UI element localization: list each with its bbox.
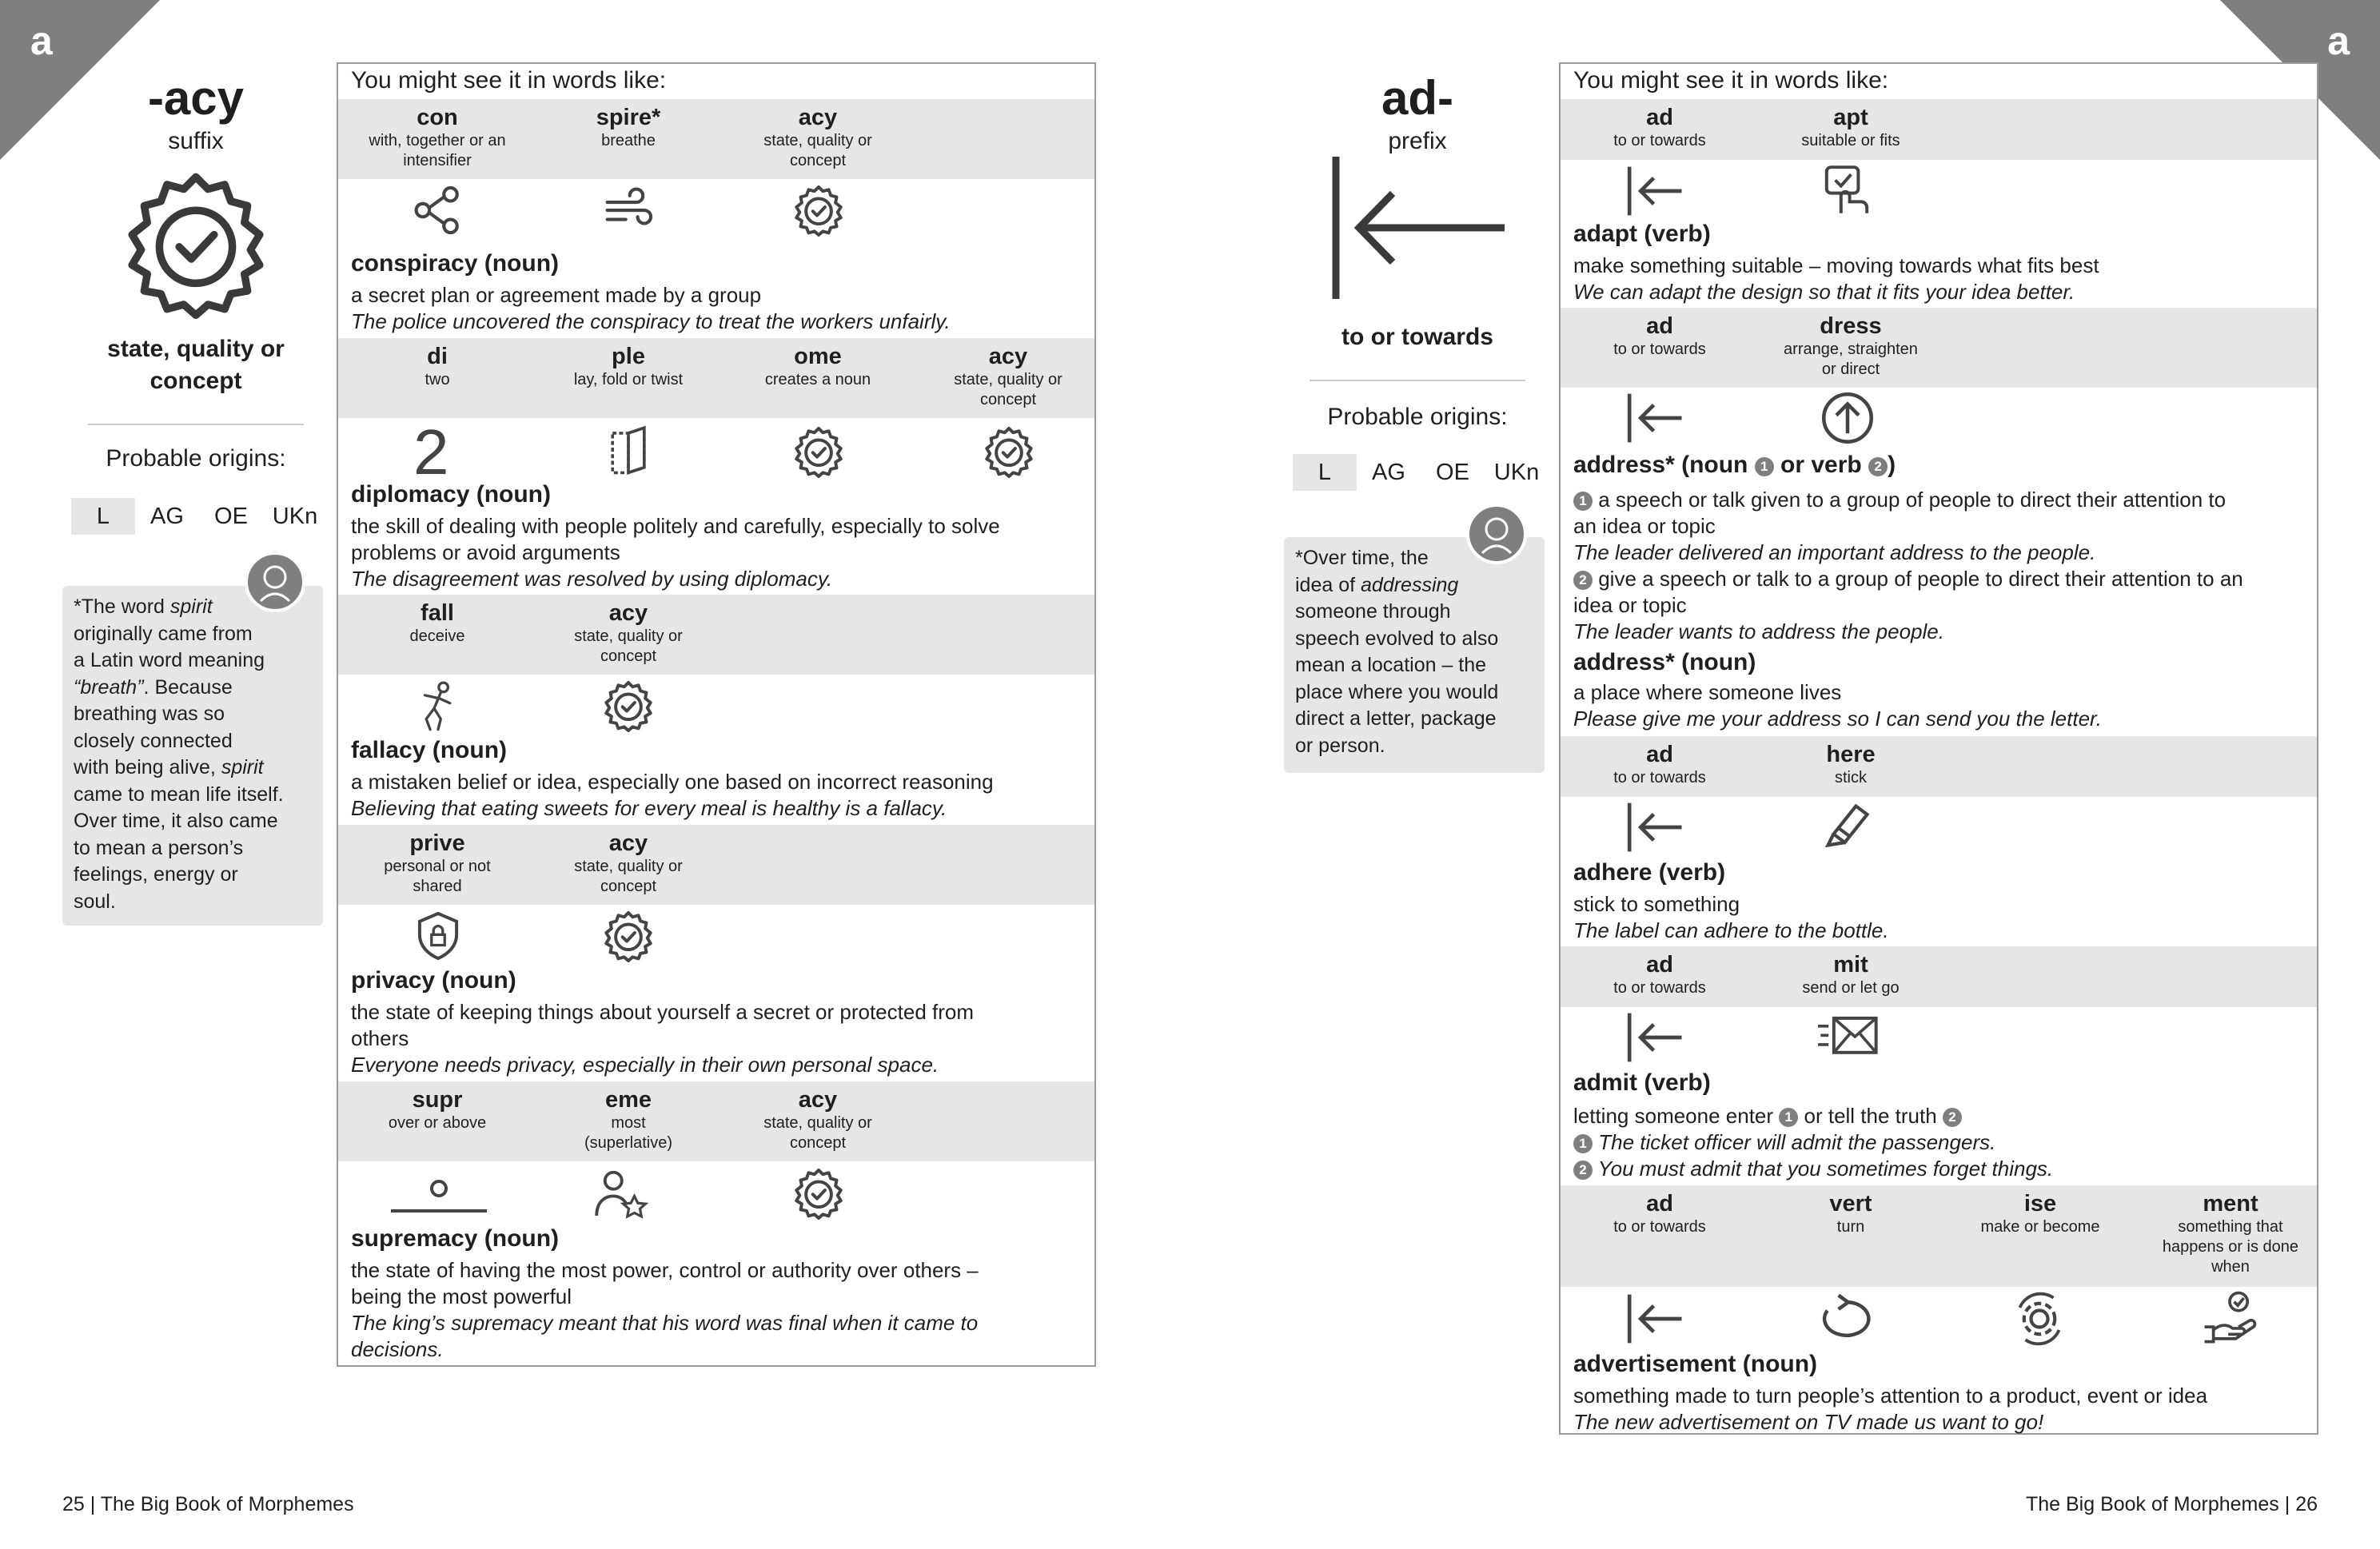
note-text: spirit <box>221 756 264 778</box>
sense-number-badge: 2 <box>1868 457 1888 476</box>
arrow-left-bar-icon <box>1623 1009 1690 1065</box>
badge-check-icon <box>792 184 845 237</box>
gloss-text: suitable or fits <box>1801 132 1900 149</box>
example-sentence <box>1573 1129 1995 1157</box>
morpheme-part <box>532 104 724 151</box>
morpheme-part <box>1755 951 1947 998</box>
example-sentence: Everyone needs privacy, especially in their own personal space. <box>351 1053 939 1077</box>
morpheme-part <box>1564 741 1756 788</box>
part-text: acy <box>798 1087 838 1113</box>
sense-number-badge: 1 <box>1755 457 1774 476</box>
gloss-text: state, quality or <box>574 858 683 875</box>
morpheme-part <box>1564 313 1756 360</box>
arrow-left-bar-icon <box>1623 799 1690 855</box>
note-text: direct a letter, package <box>1295 707 1497 730</box>
gloss-text: make or become <box>1980 1218 2100 1236</box>
example-sentence: decisions. <box>351 1337 444 1361</box>
definition: a place where someone lives <box>1573 680 1842 704</box>
note-text: originally came from <box>74 622 253 645</box>
badge-check-icon <box>602 910 655 962</box>
definition: a secret plan or agreement made by a group <box>351 283 762 307</box>
examples-panel-left <box>337 62 1096 1367</box>
morpheme-part <box>722 343 914 390</box>
part-text: di <box>427 344 448 369</box>
note-text: speech evolved to also <box>1295 627 1499 650</box>
example-word: adhere (verb) <box>1573 859 1726 886</box>
definition: something made to turn people’s attention to a product, event or idea <box>1573 1384 2208 1408</box>
part-text: ad <box>1646 952 1673 978</box>
gloss-text: concept <box>789 1134 847 1152</box>
person-star-icon <box>592 1165 648 1221</box>
example-word: diplomacy (noun) <box>351 481 551 508</box>
gloss-text: turn <box>1836 1218 1865 1236</box>
morpheme-meaning <box>76 333 316 397</box>
part-text: ad <box>1646 742 1673 767</box>
morpheme-part <box>722 1086 914 1153</box>
part-text: supr <box>412 1087 463 1113</box>
part-text: dress <box>1820 313 1882 339</box>
sense-number-badge: 1 <box>1779 1108 1798 1127</box>
part-text: prive <box>409 830 465 856</box>
note-text: came to mean life itself. <box>74 782 284 806</box>
hand-check-icon <box>2200 1288 2259 1348</box>
definition-text: or tell the truth <box>1798 1104 1943 1128</box>
avatar-icon <box>1466 504 1527 564</box>
part-text: here <box>1826 742 1876 767</box>
word-part: or verb <box>1773 452 1869 478</box>
gloss-text: concept <box>789 152 847 169</box>
sense-number-badge: 2 <box>1573 571 1593 590</box>
note-text: spirit <box>169 595 213 618</box>
note-text: Over time, it also came <box>74 810 278 832</box>
gloss-text: most <box>611 1114 646 1132</box>
example-word: advertisement (noun) <box>1573 1351 1818 1377</box>
part-text: ment <box>2203 1191 2258 1217</box>
badge-check-icon <box>792 1167 845 1220</box>
part-text: acy <box>608 830 648 856</box>
definition: being the most powerful <box>351 1284 572 1308</box>
gloss-text: to or towards <box>1613 979 1706 997</box>
divider <box>1310 380 1525 381</box>
gloss-text: send or let go <box>1802 979 1900 997</box>
example-word: conspiracy (noun) <box>351 250 560 277</box>
example-word: adapt (verb) <box>1573 221 1711 247</box>
meaning-line: concept <box>149 368 242 394</box>
example-sentence: The leader wants to address the people. <box>1573 619 1944 643</box>
note-box <box>62 586 323 926</box>
example-word: supremacy (noun) <box>351 1225 560 1252</box>
dot-over-line-icon <box>388 1171 490 1219</box>
share-network-icon <box>411 184 464 237</box>
part-text: ple <box>612 344 645 369</box>
footer-right: The Big Book of Morphemes | 26 <box>2025 1493 2318 1515</box>
part-text: ad <box>1646 105 1673 130</box>
origin-latin: L <box>71 498 135 535</box>
morpheme-part <box>2135 1190 2326 1277</box>
gloss-text: deceive <box>409 627 465 645</box>
morpheme-type: suffix <box>168 128 224 154</box>
origin-unknown: UKn <box>272 504 318 529</box>
badge-check-icon <box>983 425 1035 478</box>
example-sentence: The new advertisement on TV made us want to go! <box>1573 1410 2044 1434</box>
send-mail-icon <box>1815 1010 1882 1063</box>
part-text: apt <box>1833 105 1868 130</box>
origin-latin: L <box>1293 454 1357 491</box>
corner-letter-right: a <box>2327 18 2350 63</box>
morpheme-part <box>1564 951 1756 998</box>
gloss-text: lay, fold or twist <box>573 371 684 388</box>
part-text: ise <box>2023 1191 2057 1217</box>
gloss-text: state, quality or <box>954 371 1062 388</box>
note-text: breathing was so <box>74 703 225 725</box>
morpheme-title: ad- <box>1381 71 1453 125</box>
note-text: to mean a person’s <box>74 836 244 859</box>
morpheme-type: prefix <box>1388 128 1447 154</box>
definition: others <box>351 1026 409 1050</box>
origins-list <box>1293 454 1549 491</box>
example-word: fallacy (noun) <box>351 737 508 763</box>
origins-label: Probable origins: <box>106 445 286 472</box>
meaning-line: state, quality or <box>107 336 285 362</box>
example-sentence: We can adapt the design so that it fits your idea better. <box>1573 280 2075 304</box>
morpheme-part <box>532 599 724 667</box>
gloss-text: to or towards <box>1613 1218 1706 1236</box>
morpheme-part <box>341 1086 533 1133</box>
footer-left: 25 | The Big Book of Morphemes <box>62 1493 354 1515</box>
arrow-left-bar-icon <box>1623 163 1690 219</box>
gloss-text: arrange, straighten <box>1784 340 1918 358</box>
origin-unknown: UKn <box>1493 460 1540 485</box>
book-title: The Big Book of Morphemes <box>2025 1493 2279 1515</box>
morpheme-meaning: to or towards <box>1341 324 1493 350</box>
definition: problems or avoid arguments <box>351 540 620 564</box>
gear-cycle-icon <box>2011 1291 2067 1347</box>
note-text: place where you would <box>1295 680 1499 703</box>
example-word: privacy (noun) <box>351 967 516 994</box>
gloss-text: concept <box>600 647 657 665</box>
gloss-text: to or towards <box>1613 769 1706 786</box>
morpheme-part <box>1944 1190 2136 1237</box>
number-two-icon: 2 <box>413 416 449 488</box>
definition: the skill of dealing with people politely and carefully, especially to solve <box>351 514 1000 538</box>
folded-paper-icon <box>602 425 655 478</box>
morpheme-part <box>1755 104 1947 151</box>
definition <box>1573 566 2243 593</box>
gloss-text: concept <box>979 391 1037 408</box>
note-text: with being alive, <box>74 756 221 778</box>
morpheme-part <box>1564 104 1756 151</box>
origin-old-english: OE <box>214 504 248 529</box>
definition: an idea or topic <box>1573 514 1716 538</box>
example-sentence: The label can adhere to the bottle. <box>1573 918 1889 942</box>
badge-check-icon <box>602 679 655 732</box>
shield-lock-icon <box>412 910 464 962</box>
rotate-arrow-icon <box>1816 1291 1877 1347</box>
note-text: a Latin word meaning <box>74 649 265 671</box>
page-number: 25 <box>62 1493 85 1515</box>
example-sentence: Believing that eating sweets for every meal is healthy is a fallacy. <box>351 796 947 820</box>
definition <box>1573 1103 1962 1130</box>
definition-text: give a speech or talk to a group of people to direct their attention to an <box>1593 567 2243 591</box>
note-text: . Because <box>143 675 233 699</box>
part-text: ad <box>1646 1191 1673 1217</box>
sense-number-badge: 2 <box>1573 1161 1593 1180</box>
morpheme-part <box>341 343 533 390</box>
definition: the state of having the most power, control or authority over others – <box>351 1258 979 1282</box>
gloss-text: something that <box>2178 1218 2283 1236</box>
definition: a mistaken belief or idea, especially one based on incorrect reasoning <box>351 770 994 794</box>
tripping-person-icon <box>412 679 464 732</box>
example-sentence: The police uncovered the conspiracy to treat the workers unfairly. <box>351 309 951 333</box>
wind-icon <box>602 184 655 237</box>
sense-number-badge: 1 <box>1573 492 1593 511</box>
sense-number-badge: 1 <box>1573 1134 1593 1153</box>
gloss-text: or direct <box>1821 360 1880 378</box>
definition: stick to something <box>1573 892 1740 916</box>
gloss-text: with, together or an <box>369 132 506 149</box>
morpheme-part <box>341 599 533 647</box>
note-text: addressing <box>1361 573 1459 596</box>
word-part: ) <box>1888 452 1896 478</box>
example-text: The ticket officer will admit the passengers. <box>1593 1130 1996 1154</box>
example-word: admit (verb) <box>1573 1069 1711 1096</box>
morpheme-part <box>1564 1190 1756 1237</box>
hand-check-icon <box>1818 161 1876 219</box>
part-text: acy <box>988 344 1028 369</box>
morpheme-part <box>532 1086 724 1153</box>
morpheme-part <box>532 830 724 897</box>
note-text: idea of <box>1295 573 1361 596</box>
example-sentence: The king’s supremacy meant that his word was final when it came to <box>351 1311 979 1335</box>
gloss-text: state, quality or <box>574 627 683 645</box>
part-text: fall <box>421 600 454 626</box>
example-sentence <box>1573 1156 2053 1183</box>
gloss-text: two <box>425 371 450 388</box>
part-text: acy <box>608 600 648 626</box>
morpheme-part <box>1755 313 1947 380</box>
definition-text: letting someone enter <box>1573 1104 1780 1128</box>
note-text: or person. <box>1295 734 1385 757</box>
morpheme-part <box>341 830 533 897</box>
note-text: closely connected <box>74 729 233 752</box>
part-text: ome <box>794 344 842 369</box>
intro-text: You might see it in words like: <box>1573 67 1889 94</box>
intro-text: You might see it in words like: <box>351 67 667 94</box>
gloss-text: (superlative) <box>584 1134 673 1152</box>
gloss-text: creates a noun <box>764 371 871 388</box>
note-text: feelings, energy or <box>74 863 238 886</box>
note-box <box>1284 537 1545 773</box>
part-text: spire* <box>596 105 661 130</box>
morpheme-part <box>532 343 724 390</box>
arrow-left-bar-icon <box>1623 1291 1690 1347</box>
gloss-text: personal or not <box>384 858 491 875</box>
gloss-text: breathe <box>601 132 656 149</box>
part-text: acy <box>798 105 838 130</box>
example-sentence: Please give me your address so I can send you the letter. <box>1573 707 2102 731</box>
gloss-text: shared <box>413 878 462 895</box>
example-word: address* (noun) <box>1573 649 1756 675</box>
note-text: *Over time, the <box>1295 547 1429 569</box>
arrow-left-bar-icon <box>1623 390 1690 446</box>
definition <box>1573 487 2226 514</box>
part-text: eme <box>604 1087 652 1113</box>
morpheme-part <box>341 104 533 171</box>
gloss-text: to or towards <box>1613 132 1706 149</box>
morpheme-part <box>722 104 914 171</box>
definition: idea or topic <box>1573 593 1687 617</box>
morpheme-part <box>1755 741 1947 788</box>
gloss-text: over or above <box>388 1114 487 1132</box>
definition: the state of keeping things about yourself a secret or protected from <box>351 1000 974 1024</box>
gloss-text: intensifier <box>403 152 472 169</box>
part-text: mit <box>1833 952 1868 978</box>
arrow-up-circle-icon <box>1820 390 1876 446</box>
note-text: *The word <box>74 595 170 618</box>
arrow-left-bar-icon <box>1327 153 1511 302</box>
divider <box>88 424 304 425</box>
note-text: soul. <box>74 890 116 913</box>
example-sentence: The disagreement was resolved by using diplomacy. <box>351 567 833 591</box>
avatar-icon <box>245 552 305 612</box>
glue-stick-icon <box>1820 798 1876 854</box>
word-part: address* (noun <box>1573 452 1755 478</box>
origin-old-english: OE <box>1436 460 1469 485</box>
sense-number-badge: 2 <box>1943 1108 1962 1127</box>
note-text: mean a location – the <box>1295 654 1487 676</box>
definition-text: a speech or talk given to a group of people to direct their attention to <box>1593 488 2227 512</box>
part-text: ad <box>1646 313 1673 339</box>
gloss-text: state, quality or <box>763 132 872 149</box>
example-text: You must admit that you sometimes forget things. <box>1593 1157 2054 1181</box>
badge-check-icon <box>792 425 845 478</box>
part-text: con <box>417 105 458 130</box>
note-text: someone through <box>1295 600 1451 623</box>
book-title: The Big Book of Morphemes <box>100 1493 354 1515</box>
gloss-text: state, quality or <box>763 1114 872 1132</box>
page-number: 26 <box>2295 1493 2318 1515</box>
note-text: “breath” <box>74 675 144 699</box>
gloss-text: stick <box>1835 769 1867 786</box>
origin-greek: AG <box>1372 460 1405 485</box>
origins-list <box>71 498 327 535</box>
example-sentence: The leader delivered an important address to the people. <box>1573 540 2096 564</box>
definition: make something suitable – moving towards what fits best <box>1573 253 2099 277</box>
morpheme-title: -acy <box>147 71 245 125</box>
gloss-text: happens or is done <box>2162 1238 2299 1256</box>
morpheme-part <box>1755 1190 1947 1237</box>
gloss-text: concept <box>600 878 657 895</box>
corner-letter-left: a <box>30 18 53 63</box>
example-word <box>1573 452 1896 479</box>
examples-panel-right <box>1559 62 2318 1435</box>
badge-check-icon <box>120 168 272 320</box>
part-text: vert <box>1829 1191 1872 1217</box>
gloss-text: to or towards <box>1613 340 1706 358</box>
morpheme-part <box>912 343 1104 410</box>
origin-greek: AG <box>150 504 184 529</box>
origins-label: Probable origins: <box>1327 404 1508 430</box>
gloss-text: when <box>2211 1258 2250 1276</box>
